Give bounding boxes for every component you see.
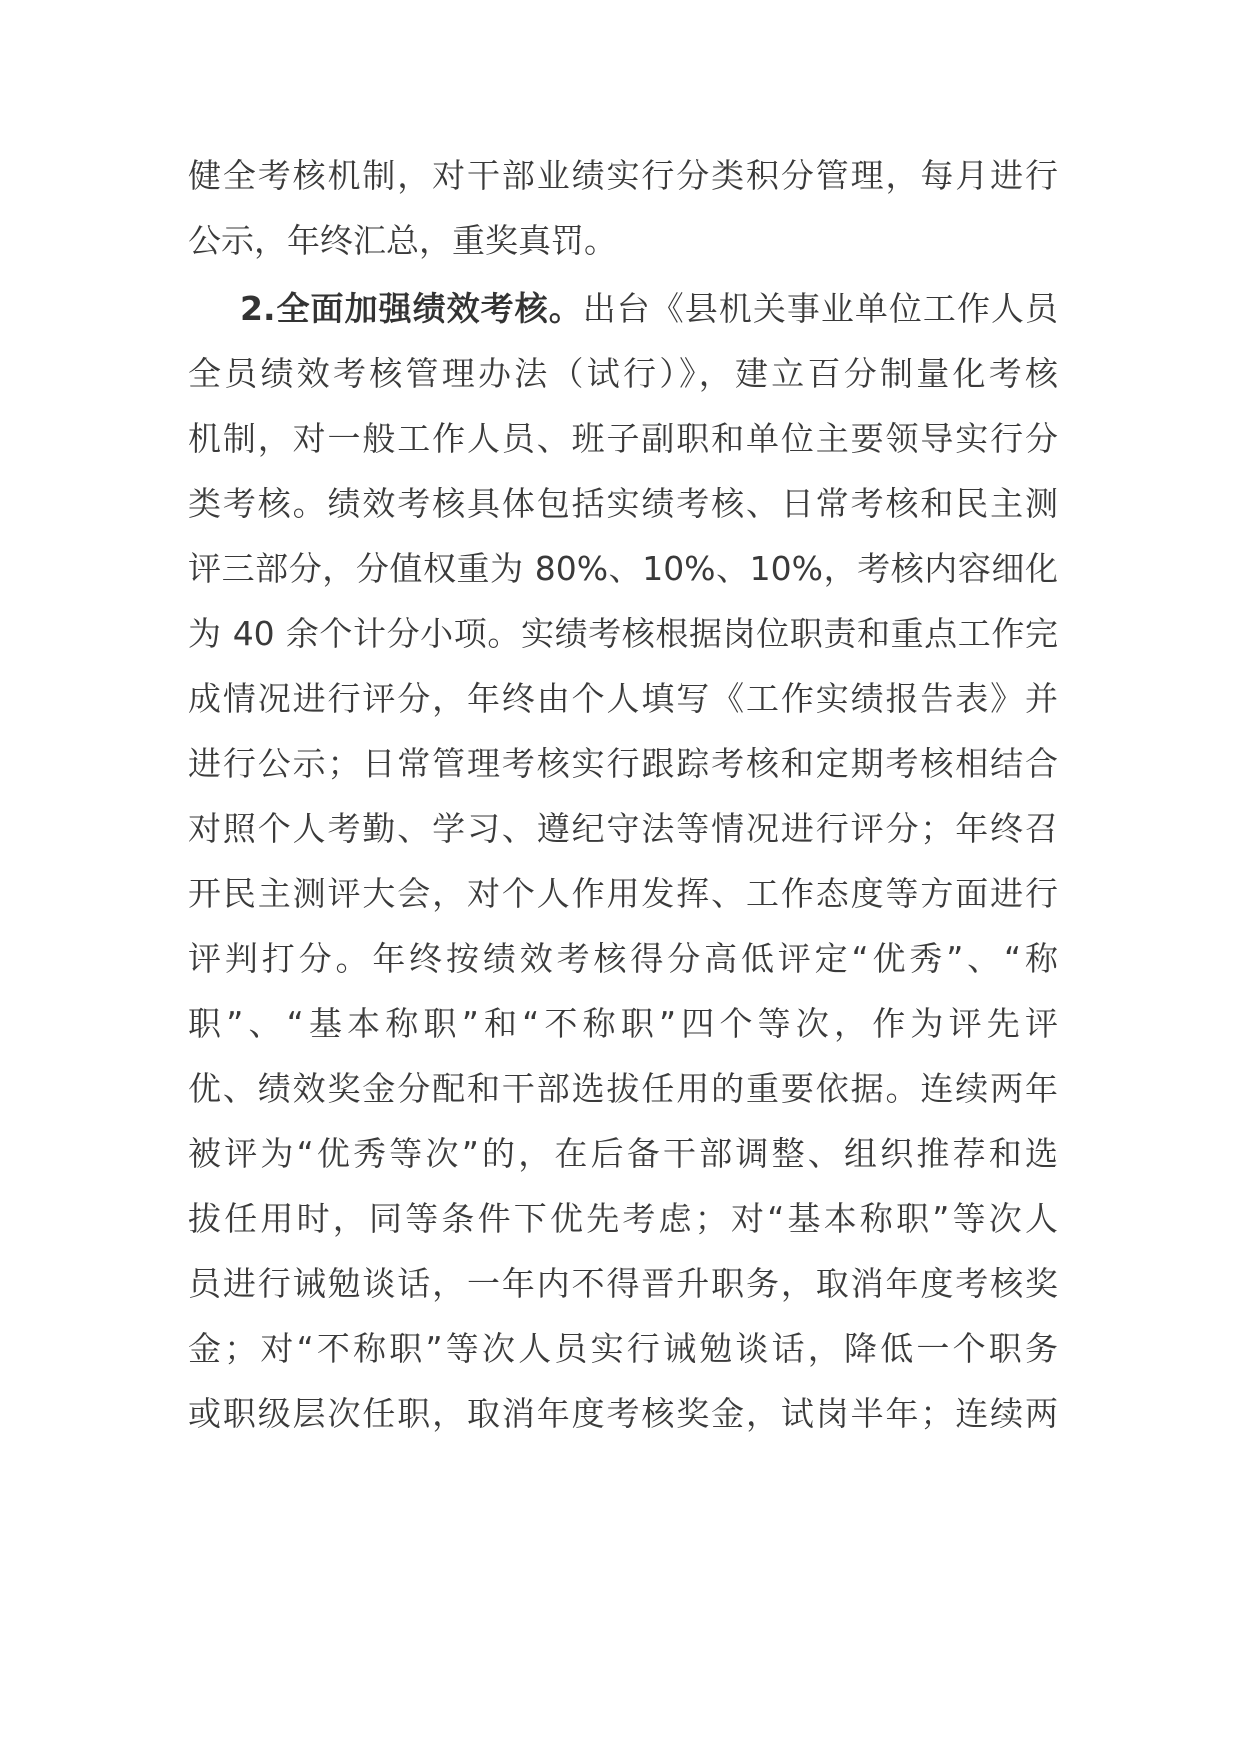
paragraph-line: 全员绩效考核管理办法（试行）》，建立百分制量化考核: [188, 354, 1058, 393]
paragraph-line: 拔任用时，同等条件下优先考虑；对“基本称职”等次人: [188, 1199, 1058, 1238]
paragraph-line: 机制，对一般工作人员、班子副职和单位主要领导实行分: [188, 419, 1058, 458]
paragraph-line: 金；对“不称职”等次人员实行诫勉谈话，降低一个职务: [188, 1329, 1058, 1368]
paragraph-continuation: [188, 143, 1058, 273]
paragraph-line: 员进行诫勉谈话，一年内不得晋升职务，取消年度考核奖: [188, 1264, 1058, 1303]
paragraph-line: 评三部分，分值权重为 80%、10%、10%，考核内容细化: [188, 549, 1058, 588]
paragraph-line: 评判打分。年终按绩效考核得分高低评定“优秀”、“称: [188, 939, 1058, 978]
paragraph-line: 为 40 余个计分小项。实绩考核根据岗位职责和重点工作完: [188, 614, 1058, 653]
paragraph-line: 类考核。绩效考核具体包括实绩考核、日常考核和民主测: [188, 484, 1058, 523]
section-heading: 2.全面加强绩效考核。: [240, 289, 583, 328]
paragraph-line: 公示，年终汇总，重奖真罚。: [188, 221, 617, 260]
paragraph-line: 职”、“基本称职”和“不称职”四个等次，作为评先评: [188, 1004, 1058, 1043]
paragraph-line: 进行公示；日常管理考核实行跟踪考核和定期考核相结合: [188, 744, 1058, 783]
first-line-text: 出台《县机关事业单位工作人员: [582, 289, 1059, 328]
paragraph-line: 优、绩效奖金分配和干部选拔任用的重要依据。连续两年: [188, 1069, 1058, 1108]
paragraph-line: 对照个人考勤、学习、遵纪守法等情况进行评分；年终召: [188, 809, 1058, 848]
paragraph-line: 或职级层次任职，取消年度考核奖金，试岗半年；连续两: [188, 1394, 1058, 1433]
paragraph-line: 被评为“优秀等次”的，在后备干部调整、组织推荐和选: [188, 1134, 1058, 1173]
paragraph-line: 健全考核机制，对干部业绩实行分类积分管理，每月进行: [188, 156, 1058, 195]
paragraph-line: 成情况进行评分，年终由个人填写《工作实绩报告表》并: [188, 679, 1058, 718]
paragraph-first-line: [188, 276, 1058, 341]
paragraph-line: 开民主测评大会，对个人作用发挥、工作态度等方面进行: [188, 874, 1058, 913]
paragraph-performance-assessment: [188, 276, 1058, 1446]
